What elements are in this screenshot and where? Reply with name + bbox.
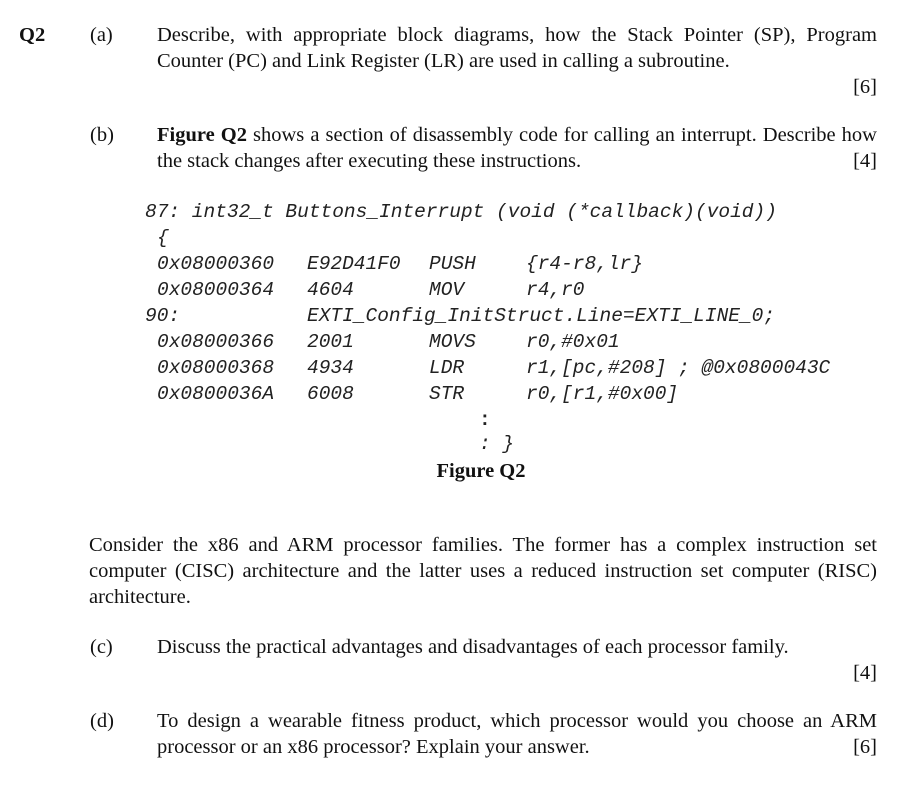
code-opcode: STR [429,383,465,405]
question-number: Q2 [19,24,46,46]
part-b-text [157,122,877,174]
part-a-question: Describe, with appropriate block diagrams, how the Stack Pointer (SP), Program Counter (PC) and Link Register (LR) are used in calling a subroutine. [157,24,877,72]
code-opcode: LDR [429,357,465,379]
code-hex: 4934 [307,357,354,379]
code-address: 0x08000364 [157,279,275,301]
part-c-marks: [4] [853,662,877,684]
code-address: 0x08000360 [157,253,275,275]
part-d-label: (d) [90,710,114,732]
code-hex: 2001 [307,331,354,353]
code-opcode: MOVS [429,331,476,353]
code-opcode: MOV [429,279,465,301]
code-operands: r0,#0x01 [526,331,620,353]
code-source-line: EXTI_Config_InitStruct.Line=EXTI_LINE_0; [307,305,776,327]
part-d-marks: [6] [853,736,877,758]
part-b-marks: [4] [853,150,877,172]
code-hex: 4604 [307,279,354,301]
part-d-text: To design a wearable fitness product, which processor would you choose an ARM processor or an x86 processor? Explain your answer. [157,710,877,758]
code-operands: r1,[pc,#208] ; @0x0800043C [526,357,831,379]
intro-paragraph: Consider the x86 and ARM processor families. The former has a complex instruction set computer (CISC) architecture and the latter uses a reduced instruction set computer (RISC) architecture. [89,534,877,608]
code-line-number: 90: [145,305,181,327]
code-operands: r4,r0 [526,279,585,301]
code-address: 0x08000366 [157,331,275,353]
figure-reference: Figure Q2 [157,124,247,146]
code-function-line: 87: int32_t Buttons_Interrupt (void (*callback)(void)) [145,201,777,223]
code-operands: r0,[r1,#0x00] [526,383,679,405]
part-a-label: (a) [90,24,113,46]
code-address: 0x0800036A [157,383,275,405]
part-a-text [157,22,877,74]
code-ellipsis: : [479,409,491,431]
code-opcode: PUSH [429,253,476,275]
part-b-label: (b) [90,124,114,146]
figure-caption: Figure Q2 [436,460,526,482]
code-closing: : } [479,433,515,455]
part-c-label: (c) [90,636,113,658]
part-a-marks: [6] [853,76,877,98]
part-b-question: shows a section of disassembly code for calling an interrupt. Describe how the stack changes after executing these instructions. [157,124,877,172]
code-address: 0x08000368 [157,357,275,379]
code-open-brace: { [157,227,169,249]
code-hex: 6008 [307,383,354,405]
code-operands: {r4-r8,lr} [526,253,644,275]
part-c-text: Discuss the practical advantages and disadvantages of each processor family. [157,636,789,658]
code-hex: E92D41F0 [307,253,401,275]
